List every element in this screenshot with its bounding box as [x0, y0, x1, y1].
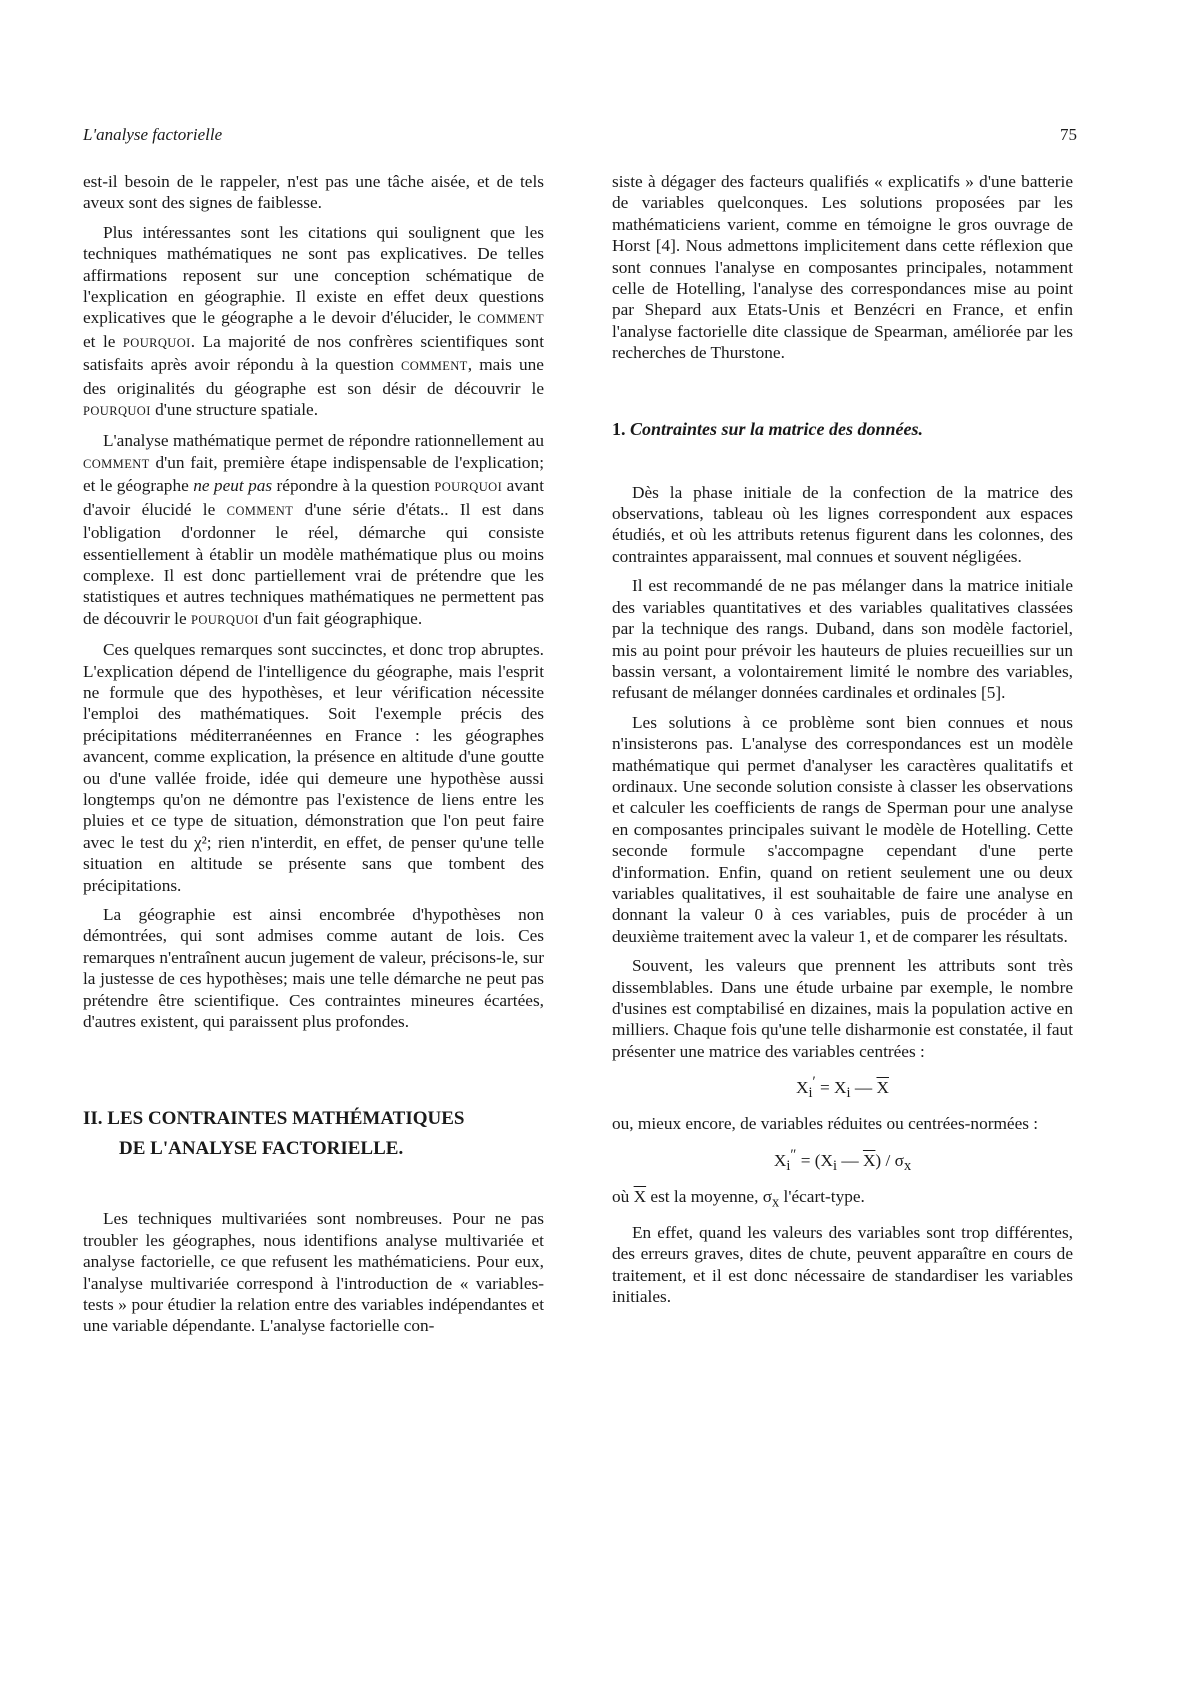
section-heading-line: II. LES CONTRAINTES MATHÉMATIQUES	[83, 1108, 465, 1130]
smallcaps-term: COMMENT	[401, 359, 468, 374]
subsection-heading	[612, 418, 1073, 440]
formula-normalized: $X_i'' = (X_i$ — $\overline{X}) / \sigma_x$	[773, 1146, 912, 1175]
paragraph: Les techniques multivariées sont nombreuses. Pour ne pas troubler les géographes, nous identifions analyse multivariée et analyse factorielle, ce que refusent les mathématiciens. Pour eux, l'analyse multivariée correspond à l'introduction de « variables-tests » pour étudier la relation entre des variables indépendantes et une variable dépendante. L'analyse factorielle con-	[83, 1209, 544, 1336]
paragraph: Il est recommandé de ne pas mélanger dans la matrice initiale des variables quantitatives et des variables qualitatives classées par la technique des rangs. Duband, dans son modèle factoriel, mis au point pour prévoir les hauteurs de pluies recueillies sur un bassin versant, a volontairement limité le nombre des variables, refusant de mélanger données cardinales et ordinales [5].	[612, 576, 1073, 703]
paragraph: La géographie est ainsi encombrée d'hypothèses non démontrées, qui sont admises comme autant de lois. Ces remarques n'entraînent aucun jugement de valeur, précisons-le, sur la justesse de ces hypothèses; mais une telle démarche ne peut pas prétendre être scientifique. Ces contraintes mineures écartées, d'autres existent, qui paraissent plus profondes.	[83, 905, 544, 1032]
page-number: 75	[1060, 125, 1077, 144]
paragraph: Dès la phase initiale de la confection de la matrice des observations, tableau où les lignes correspondent aux espaces étudiés, et où les attributs retenus figurent dans les colonnes, des contraintes apparaissent, mal connues et souvent négligées.	[612, 482, 1073, 566]
paragraph: L'analyse mathématique permet de répondre rationnellement au COMMENT d'un fait, première étape indispensable de l'explication; et le géographe ne peut pas répondre à la question POURQUOI avant d'avoir élucidé le COMMENT d'une série d'états.. Il est dans l'obligation d'ordonner le réel, démarche qui consiste essentiellement à établir un modèle mathématique plus ou moins complexe. Il est donc partiellement vrai de prétendre que les statistiques et autres techniques mathématiques ne permettent pas de découvrir le POURQUOI d'un fait géographique.	[83, 431, 545, 628]
left-column	[83, 171, 544, 1345]
smallcaps-term: COMMENT	[226, 503, 294, 518]
paragraph: Ces quelques remarques sont succinctes, et donc trop abruptes. L'explication dépend de l'intelligence du géographe, mais l'esprit ne formule que des hypothèses, et leur vérification nécessite l'emploi des mathématiques. Soit l'exemple précis des précipitations méditerranéennes en France : les géographes avancent, comme explication, la présence en altitude d'une goutte ou d'une vallée froide, idée qui demeure une hypothèse aussi longtemps qu'on ne démontre pas l'existence de liens entre les pluies et ce type de situation, démonstration que l'on peut faire avec le test du χ²; rien n'interdit, en effet, de penser qu'une telle situation en altitude se présente sans que tombent des précipitations.	[83, 640, 544, 895]
paragraph: Souvent, les valeurs que prennent les attributs sont très dissemblables. Dans une étude urbaine par exemple, le nombre d'usines est comptabilisé en dizaines, mais la population active en milliers. Chaque fois qu'une telle disharmonie est constatée, il faut présenter une matrice des variables centrées :	[612, 956, 1073, 1061]
paragraph: ou, mieux encore, de variables réduites ou centrées-normées :	[612, 1114, 1039, 1134]
running-head	[83, 124, 1077, 146]
formula-centered: $X_i' = X_i$ — $\overline{X}$	[796, 1074, 889, 1102]
smallcaps-term: POURQUOI	[83, 404, 151, 419]
subsection-title: Contraintes sur la matrice des données.	[630, 418, 924, 439]
smallcaps-term: COMMENT	[477, 312, 544, 327]
paragraph: Plus intéressantes sont les citations qui soulignent que les techniques mathématiques ne sont pas explicatives. De telles affirmations reposent sur une conception schématique de l'explication en géographie. Il existe en effet deux questions explicatives que le géographe a le devoir d'élucider, le COMMENT et le POURQUOI. La majorité de nos confrères scientifiques sont satisfaits après avoir répondu à la question COMMENT, mais une des originalités du géographe est son désir de découvrir le POURQUOI d'une structure spatiale.	[83, 222, 544, 420]
paragraph: En effet, quand les valeurs des variables sont trop différentes, des erreurs graves, dites de chute, peuvent apparaître en cours de traitement, et il est donc nécessaire de standardiser les variables initiales.	[612, 1222, 1073, 1307]
paragraph: siste à dégager des facteurs qualifiés « explicatifs » d'une batterie de variables quelconques. Les solutions proposées par les mathématiciens varient, comme en témoigne le gros ouvrage de Horst [4]. Nous admettons implicitement dans cette réflexion que sont connues l'analyse en composantes principales, notamment celle de Hotelling, l'analyse des correspondances mise au point par Shepard aux Etats-Unis et Benzécri en France, et enfin l'analyse factorielle dite classique de Spearman, améliorée par les recherches de Thurstone.	[612, 172, 1073, 363]
italic-phrase: ne peut pas	[193, 476, 273, 496]
smallcaps-term: POURQUOI	[122, 335, 191, 350]
smallcaps-term: COMMENT	[83, 456, 150, 471]
paragraph: est-il besoin de le rappeler, n'est pas une tâche aisée, et de tels aveux sont des signes de faiblesse.	[83, 172, 544, 213]
subsection-number: 1.	[612, 418, 626, 439]
section-heading-line: DE L'ANALYSE FACTORIELLE.	[119, 1138, 404, 1160]
smallcaps-term: POURQUOI	[190, 612, 259, 627]
smallcaps-term: POURQUOI	[434, 480, 503, 495]
paragraph: Les solutions à ce problème sont bien connues et nous n'insisterons pas. L'analyse des correspondances est un modèle mathématique qui permet d'analyser les caractères qualitatifs et ordinaux. Une seconde solution consiste à classer les observations et calculer les coefficients de rangs de Sperman pour une analyse en composantes principales suivant le modèle de Hotelling. Cette seconde formule s'accompagne cependant d'une perte d'information. Enfin, quand on retient seulement une ou deux variables qualitatives, il est souhaitable de faire une analyse en donnant la valeur 0 à ces variables, puis de procéder à un deuxième traitement avec la valeur 1, et de comparer les résultats.	[612, 712, 1073, 946]
running-title: L'analyse factorielle	[83, 125, 223, 144]
paragraph: où $\overline{X}$ est la moyenne, $\sigma_x$ l'écart-type.	[612, 1187, 865, 1211]
section-heading	[83, 1104, 544, 1164]
right-column	[612, 171, 1073, 1316]
